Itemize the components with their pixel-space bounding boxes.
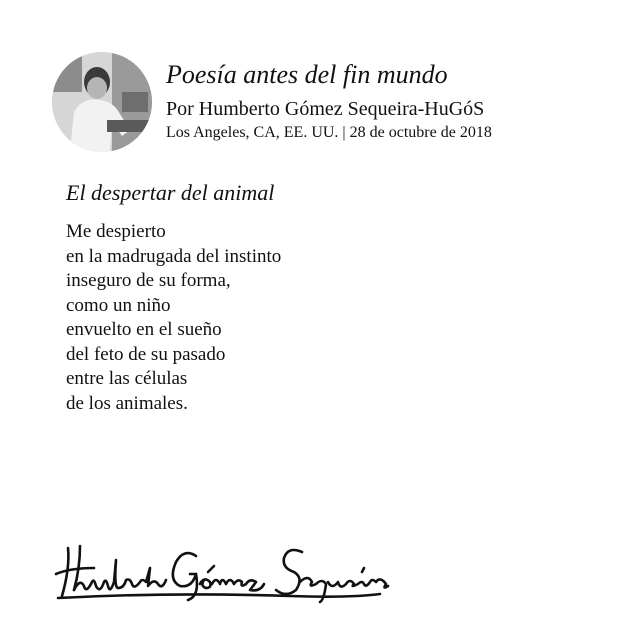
- poem-line: como un niño: [66, 294, 171, 316]
- handwritten-signature: [50, 538, 395, 604]
- poem-line: en la madrugada del instinto: [66, 245, 282, 267]
- blog-title: Poesía antes del fin mundo: [166, 60, 448, 89]
- author-avatar: [52, 52, 152, 152]
- poem-line: del feto de su pasado: [66, 343, 226, 365]
- poem-line: envuelto en el sueño: [66, 319, 222, 340]
- author-byline: Por Humberto Gómez Sequeira-HuGóS: [166, 98, 485, 120]
- signature-icon: [50, 538, 395, 604]
- poem-line: de los animales.: [66, 392, 188, 414]
- poem-body: [66, 220, 281, 416]
- poem-line: inseguro de su forma,: [66, 270, 231, 291]
- poem-line: entre las células: [66, 368, 188, 389]
- poem-title: El despertar del animal: [66, 180, 275, 205]
- poem-line: Me despierto: [66, 221, 166, 242]
- author-photo-icon: [52, 52, 152, 152]
- location-date: Los Angeles, CA, EE. UU. | 28 de octubre de 2018: [166, 124, 492, 141]
